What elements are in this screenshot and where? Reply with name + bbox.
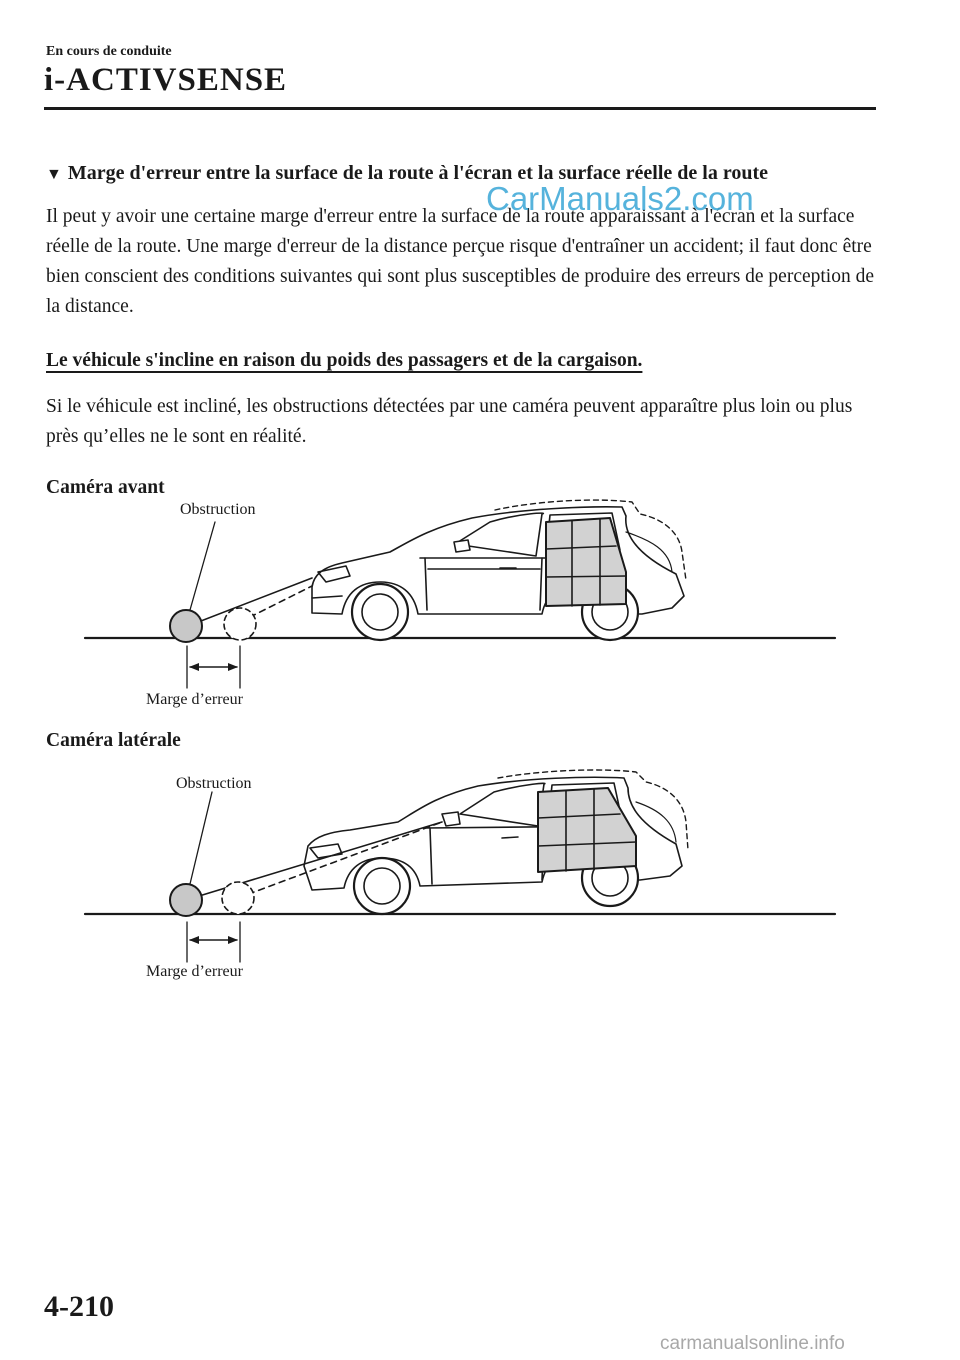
- obstruction-leader: [190, 792, 212, 884]
- obstruction-label: Obstruction: [176, 775, 252, 792]
- page-number: 4-210: [44, 1290, 114, 1323]
- obstruction-leader: [190, 522, 215, 610]
- front-camera-diagram: [80, 492, 850, 714]
- triangle-marker-icon: ▼: [46, 166, 62, 183]
- chapter-title: i-ACTIVSENSE: [44, 62, 288, 98]
- intro-paragraph: Il peut y avoir une certaine marge d'erreur entre la surface de la route apparaissant à l'écran et la surface réelle de la route. Une marge d'erreur de la distance perçue risque d'entraîner un accident; il faut donc être bien conscient des conditions suivantes qui sont plus susceptibles de produire des erreurs de perception de la distance.: [46, 206, 875, 317]
- obstruction-label: Obstruction: [180, 501, 256, 518]
- obstruction-perceived: [222, 882, 254, 914]
- footer-site-link[interactable]: carmanualsonline.info: [660, 1333, 845, 1354]
- side-camera-diagram: [80, 766, 850, 988]
- margin-label: Marge d’erreur: [146, 963, 243, 980]
- side-camera-caption: Caméra latérale: [46, 730, 181, 751]
- header-rule: [44, 107, 876, 110]
- front-camera-caption: Caméra avant: [46, 477, 165, 498]
- obstruction-actual: [170, 610, 202, 642]
- section-title: En cours de conduite: [46, 44, 172, 59]
- cargo-boxes: [546, 518, 626, 606]
- condition-title: Le véhicule s'incline en raison du poids des passagers et de la cargaison.: [46, 350, 643, 371]
- watermark-logo: CarManuals2.com: [486, 180, 754, 217]
- obstruction-perceived: [224, 608, 256, 640]
- front-wheel: [354, 858, 410, 914]
- front-wheel: [352, 584, 408, 640]
- margin-label: Marge d’erreur: [146, 691, 243, 708]
- obstruction-actual: [170, 884, 202, 916]
- topic-heading-text: Marge d'erreur entre la surface de la route à l'écran et la surface réelle de la route: [67, 162, 768, 184]
- condition-paragraph: Si le véhicule est incliné, les obstructions détectées par une caméra peuvent apparaître plus loin ou plus près qu’elles ne le sont en réalité.: [46, 396, 853, 447]
